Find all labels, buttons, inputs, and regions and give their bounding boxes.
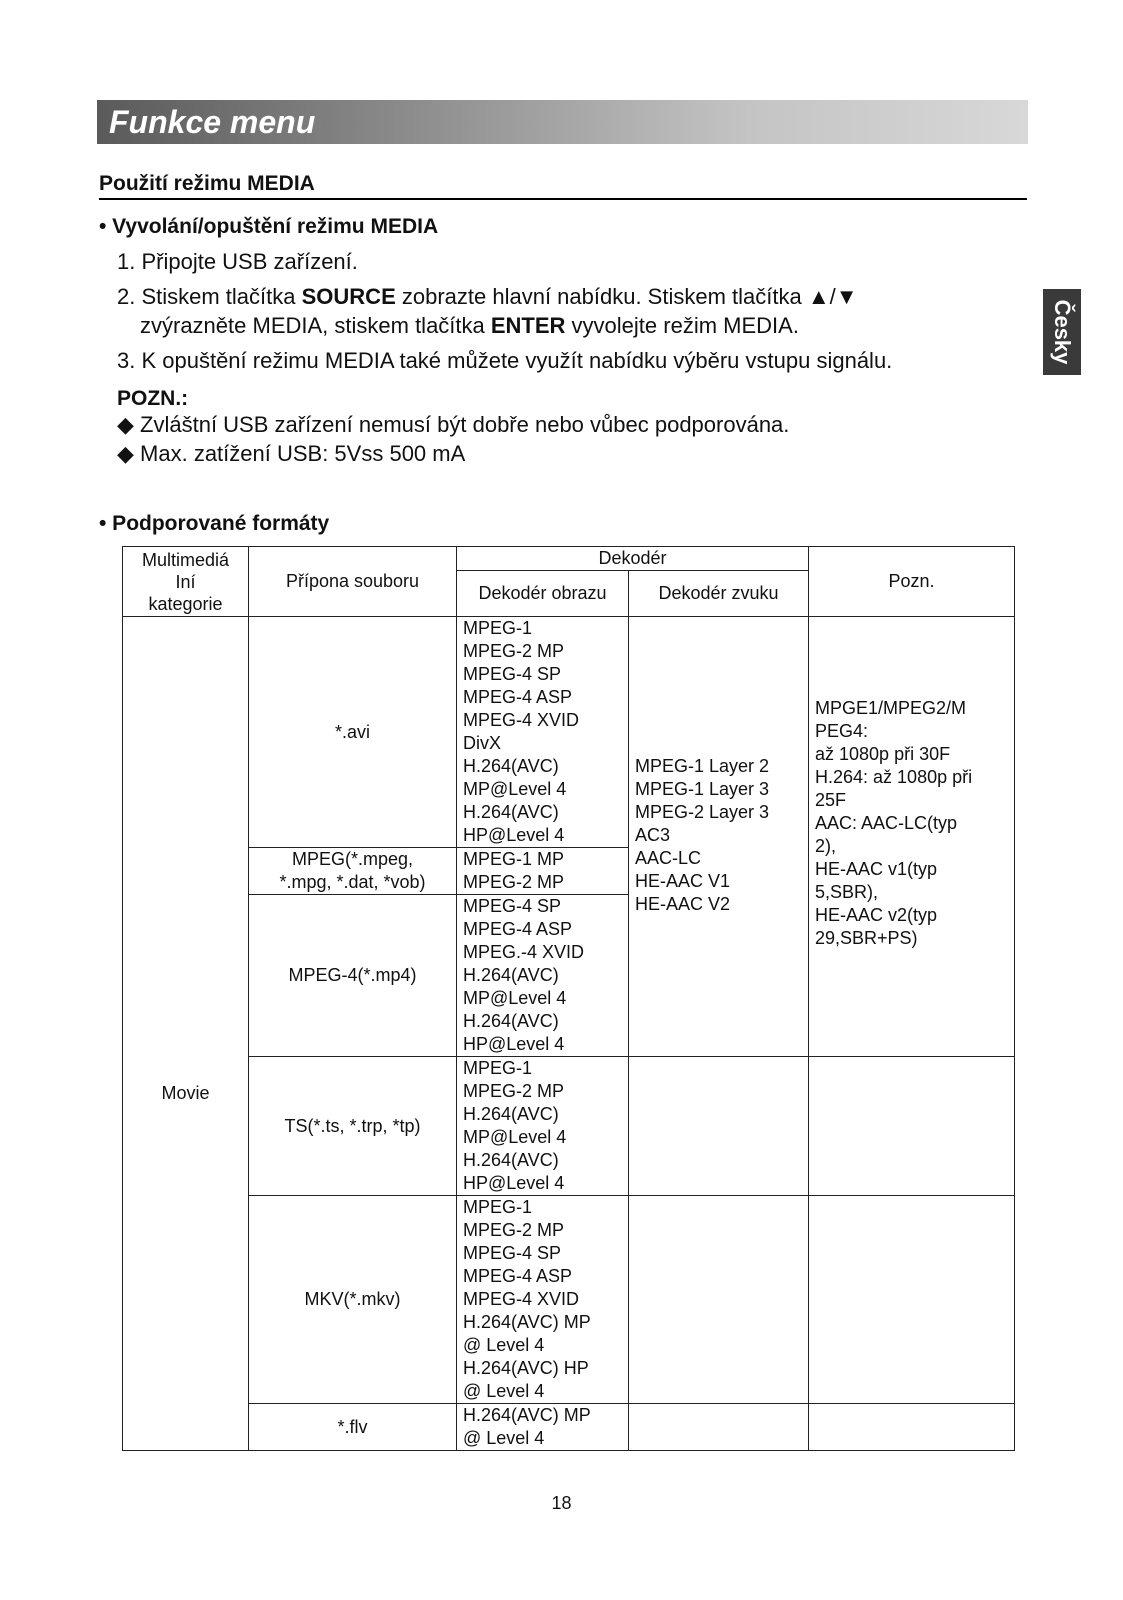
header-note: Pozn. xyxy=(809,547,1015,617)
formats-table xyxy=(122,546,1015,1451)
page-number: 18 xyxy=(551,1493,572,1513)
header-audio-decoder: Dekodér zvuku xyxy=(629,571,809,617)
note-2: ◆ Max. zatížení USB: 5Vss 500 mA xyxy=(117,441,466,466)
step-2-line-2 xyxy=(140,313,799,339)
header-extension: Přípona souboru xyxy=(249,547,457,617)
video-flv: H.264(AVC) MP @ Level 4 xyxy=(457,1404,629,1451)
step-2-text-d: zvýrazněte MEDIA, stiskem tlačítka xyxy=(140,313,491,338)
enter-exit-heading: • Vyvolání/opuštění režimu MEDIA xyxy=(99,215,439,238)
note-label: POZN.: xyxy=(117,387,189,410)
audio-ts-empty xyxy=(629,1057,809,1196)
format-notes: MPGE1/MPEG2/M PEG4: až 1080p při 30F H.264: až 1080p při 25F AAC: AAC-LC(typ 2), HE-AAC v1(typ 5,SBR), HE-AAC v2(typ 29,SBR+PS) xyxy=(809,617,1015,1057)
audio-decoders: MPEG-1 Layer 2 MPEG-1 Layer 3 MPEG-2 Layer 3 AC3 AAC-LC HE-AAC V1 HE-AAC V2 xyxy=(629,617,809,1057)
source-key: SOURCE xyxy=(301,284,396,309)
ext-mpeg: MPEG(*.mpeg, *.mpg, *.dat, *vob) xyxy=(249,848,457,895)
step-2-text-a: 2. Stiskem tlačítka xyxy=(117,284,302,309)
header-video-decoder: Dekodér obrazu xyxy=(457,571,629,617)
header-decoder: Dekodér xyxy=(457,547,809,571)
header-category: Multimediá Iní kategorie xyxy=(123,547,249,617)
step-1: 1. Připojte USB zařízení. xyxy=(117,249,358,274)
enter-key: ENTER xyxy=(490,313,566,338)
ext-flv: *.flv xyxy=(249,1404,457,1451)
ext-avi: *.avi xyxy=(249,617,457,848)
video-mkv: MPEG-1 MPEG-2 MP MPEG-4 SP MPEG-4 ASP MPEG-4 XVID H.264(AVC) MP @ Level 4 H.264(AVC) HP @ Level 4 xyxy=(457,1196,629,1404)
step-3: 3. K opuštění režimu MEDIA také můžete využít nabídku výběru vstupu signálu. xyxy=(117,348,893,373)
note-ts-empty xyxy=(809,1057,1015,1196)
step-2-line-1 xyxy=(117,284,858,310)
video-avi: MPEG-1 MPEG-2 MP MPEG-4 SP MPEG-4 ASP MPEG-4 XVID DivX H.264(AVC) MP@Level 4 H.264(AVC) HP@Level 4 xyxy=(457,617,629,848)
video-mp4: MPEG-4 SP MPEG-4 ASP MPEG.-4 XVID H.264(AVC) MP@Level 4 H.264(AVC) HP@Level 4 xyxy=(457,895,629,1057)
note-flv-empty xyxy=(809,1404,1015,1451)
formats-heading: • Podporované formáty xyxy=(99,512,330,535)
note-mkv-empty xyxy=(809,1196,1015,1404)
note-1: ◆ Zvláštní USB zařízení nemusí být dobře nebo vůbec podporována. xyxy=(117,412,790,437)
category-movie: Movie xyxy=(123,617,249,1451)
audio-flv-empty xyxy=(629,1404,809,1451)
section-title: Použití režimu MEDIA xyxy=(99,172,1027,200)
video-ts: MPEG-1 MPEG-2 MP H.264(AVC) MP@Level 4 H.264(AVC) HP@Level 4 xyxy=(457,1057,629,1196)
ext-mp4: MPEG-4(*.mp4) xyxy=(249,895,457,1057)
step-2-text-f: vyvolejte režim MEDIA. xyxy=(565,313,799,338)
language-tab-label: Česky xyxy=(1050,299,1075,365)
language-tab xyxy=(1043,289,1081,375)
audio-mkv-empty xyxy=(629,1196,809,1404)
page-banner xyxy=(97,100,1028,144)
ext-mkv: MKV(*.mkv) xyxy=(249,1196,457,1404)
video-mpeg: MPEG-1 MP MPEG-2 MP xyxy=(457,848,629,895)
ext-ts: TS(*.ts, *.trp, *tp) xyxy=(249,1057,457,1196)
step-2-text-c: zobrazte hlavní nabídku. Stiskem tlačítka ▲/▼ xyxy=(395,284,858,309)
banner-title: Funkce menu xyxy=(109,104,316,140)
